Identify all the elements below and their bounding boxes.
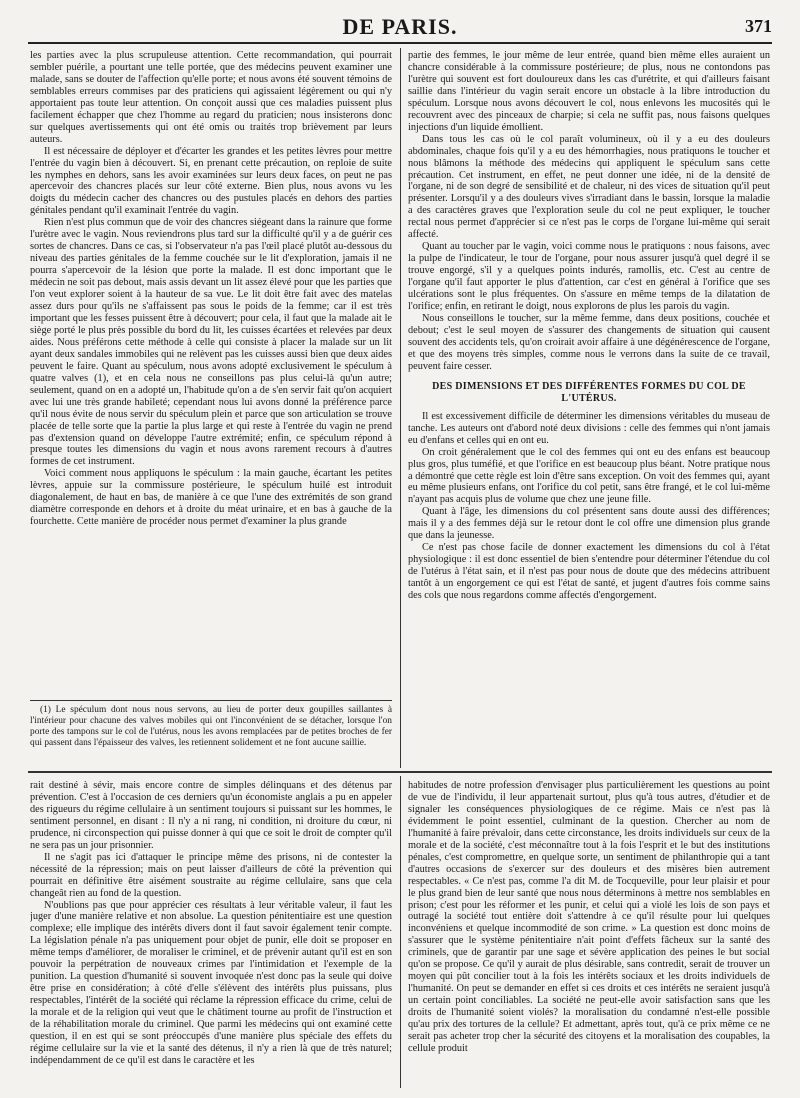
page-number: 371 xyxy=(745,16,772,36)
paragraph: Ce n'est pas chose facile de donner exactement les dimensions du col à l'état physiologique : il est donc essentiel de bien s'entendre pour déterminer l'étendue du col de l'utérus à l'état sain, et il n'est pas pour nous de doute que des médecins attribuent tantôt à un engorgement ce qui est l'état de santé, et jugent d'autres fois comme sains des cols que nous regardons comme affectés d'engorgement. xyxy=(408,542,770,602)
section-divider xyxy=(28,771,772,773)
paragraph: N'oublions pas que pour apprécier ces résultats à leur véritable valeur, il faut les juger d'une manière relative et non absolue. La question pénitentiaire est une question complexe; elle implique des intérêts divers dont il faut savoir également tenir compte. La législation pénale n'a pas uniquement pour objet de punir, elle doit se proposer en même temps d'améliorer, de moraliser le criminel, et de prévenir autant qu'il est en son pouvoir la perpétration de nouveaux crimes par l'intimidation et l'exemple de la punition. La question d'humanité si souvent invoquée n'est donc pas la seule qui doive être prise en considération; à côté d'elle s'élèvent des intérêts plus puissans, plus respectables, l'intérêt de la société qui réclame la répression efficace du crime, celui de la morale et de la religion qui veut que le châtiment tourne au profit de l'instruction et de la réhabilitation morale du criminel. Que parmi les médecins qui ont examiné cette question, il en est qui se sont préoccupés d'une manière plus spéciale des effets du régime cellulaire sur la vie et la santé des détenus, il n'y a rien là que de très naturel; indépendamment de ce qu'il est dans le caractère et les xyxy=(30,899,392,1066)
paragraph: Rien n'est plus commun que de voir des chancres siégeant dans la rainure que forme l'urètre avec le vagin. Nous reviendrons plus tard sur la difficulté qu'il y a de guérir ces sortes de chancres. Dans ce cas, si l'observateur n'a pas l'œil placé plutôt au-dessous du niveau des parties génitales de la femme couchée sur le lit d'exploration, jamais il ne pourra s'apercevoir de la lésion que porte la malade. Il est donc important que le médecin ne soit pas debout, mais assis devant un lit assez élevé pour que les parties que l'on veut explorer soient à la hauteur de sa vue. Le lit doit être fait avec des matelas assez durs pour qu'ils ne s'affaissent pas sous le poids de la femme; car il est très important que les fesses puissent être à découvert; pour cela, il faut que la malade ait le siège porté le plus près possible du bord du lit, les cuisses écartées et relevées par deux aides. Nous préférons cette méthode à celle qui consiste à placer la malade sur un lit ayant deux sandales immobiles qui ne relèvent pas les cuisses aussi bien que deux aides peuvent le faire. Quant au spéculum, nous avons adopté exclusivement le spéculum à quatre valves (1), et en cela nous ne conseillons pas plus celui-là qu'un autre; seulement, quand on en a adopté un, l'habitude qu'on a de s'en servir fait qu'on acquiert avec lui une très grande habileté; cependant nous lui avons donné la préférence parce qu'il nous évite de nous servir du spéculum plein et parce que son articulation se trouve placée de telle sorte que la partie la plus large et qui reste à l'entrée du vagin ne prend pas d'extension quand on développe l'autre extrémité; enfin, ce spéculum répond à presque toutes les dimensions du vagin et nous avons rarement recours à d'autres formes de cet instrument. xyxy=(30,217,392,468)
lower-right-column xyxy=(408,780,770,1090)
lower-left-column xyxy=(30,780,392,1090)
upper-right-column xyxy=(408,50,770,768)
paragraph: Dans tous les cas où le col paraît volumineux, où il y a eu des douleurs abdominales, chaque fois qu'il y a eu des hémorrhagies, nous pratiquons le toucher et nous blâmons la méthode des médecins qui appliquent le spéculum sans cette précaution. Cet instrument, en effet, ne peut donner une idée, ni de la densité de l'organe, ni de son degré de sensibilité et de chaleur, ni des vices de situation qu'il peut présenter. Lorsqu'il y a des douleurs vives s'irradiant dans le bassin, lorsque la maladie a des caractères graves que l'exploration seule du col ne peut expliquer, le toucher rectal nous permet d'apprécier si ce n'est pas le corps de l'organe lui-même qui serait affecté. xyxy=(408,133,770,241)
footnote xyxy=(30,705,392,767)
page-header xyxy=(28,14,772,44)
page-title: DE PARIS. xyxy=(342,14,458,39)
section-heading: DES DIMENSIONS ET DES DIFFÉRENTES FORMES DU COL DE L'UTÉRUS. xyxy=(432,380,746,404)
paragraph: rait destiné à sévir, mais encore contre de simples délinquans et des détenus par prévention. C'est à l'occasion de ces derniers qu'un économiste anglais a pu en appeler des rigueurs du régime cellulaire à un sentiment toujours si puissant sur les hommes, le sentiment personnel, en disant : Il n'y a ni rang, ni condition, ni droiture du cœur, ni prudence, ni circonspection qui puisse donner à qui que ce soit le droit de compter qu'il ne sera pas un jour prisonnier. xyxy=(30,780,392,851)
upper-left-column xyxy=(30,50,392,696)
footnote-text: (1) Le spéculum dont nous nous servons, au lieu de porter deux goupilles saillantes à l'intérieur pour chacune des valves mobiles qui ont l'inconvénient de se détacher, lorsque l'on porte des tampons sur le col de l'utérus, nous les avons remplacées par de petites broches de fer qui passent dans l'épaisseur des valves, les retiennent solidement et ne font aucune saillie. xyxy=(30,705,392,748)
paragraph: Quant à l'âge, les dimensions du col présentent sans doute aussi des différences; mais il y a des femmes déjà sur le retour dont le col offre une dimension plus grande que dans la jeunesse. xyxy=(408,506,770,542)
paragraph: On croit généralement que le col des femmes qui ont eu des enfans est beaucoup plus gros, plus tuméfié, et que l'orifice en est beaucoup plus béant. Notre pratique nous a démontré que cette règle est loin d'être sans exception. On voit des femmes qui, ayant eu même plusieurs enfans, ont l'orifice du col petit, sans être frangé, et le col lui-même n'ayant pas acquis plus de volume que chez une jeune fille. xyxy=(408,446,770,506)
paragraph: Il est nécessaire de déployer et d'écarter les grandes et les petites lèvres pour mettre l'entrée du vagin bien à découvert. Si, en prenant cette précaution, on reploie de suite les nymphes en dehors, sans les avoir examinées sur leurs deux faces, on peut ne pas apercevoir des chancres placés sur leur côté externe. Bien plus, nous avons vu les doigts du médecin cacher des chancres ou des pustules placés en dehors des parties génitales pendant qu'il examinait l'entrée du vagin. xyxy=(30,145,392,217)
paragraph: partie des femmes, le jour même de leur entrée, quand bien même elles auraient un chancre considérable à la commissure postérieure; de plus, nous ne contondons pas l'urètre qui souvent est fort douloureux dans les cas d'urétrite, et qui d'ailleurs faisant saillie dans l'intérieur du vagin serait encore un obstacle à la libre introduction du spéculum. Lorsque nous avons découvert le col, nous enlevons les mucosités qui le recouvrent avec des pinceaux de charpie; si cela ne suffit pas, nous faisons quelques injections d'un liquide émollient. xyxy=(408,50,770,133)
paragraph: Voici comment nous appliquons le spéculum : la main gauche, écartant les petites lèvres, appuie sur la commissure postérieure, le spéculum huilé est introduit diagonalement, de haut en bas, de manière à ce que l'une des extrémités de son grand diamètre corresponde en dehors et à droite du méat urinaire, et en bas à gauche de la fourchette. Cette manière de procéder nous permet d'examiner la plus grande xyxy=(30,468,392,528)
lower-column-divider xyxy=(400,776,401,1088)
paragraph: les parties avec la plus scrupuleuse attention. Cette recommandation, qui pourrait sembler puérile, a pourtant une telle portée, que des médecins peuvent examiner une malade, sans se douter de l'affection qu'elle porte; et nous avons été souvent témoins de semblables erreurs commises par des praticiens qui agissaient légèrement ou qui n'y apportaient pas toute leur attention. On conçoit aussi que ces maladies puissent plus facilement échapper que chez l'homme au regard du praticien; nous insisterons donc sur quelques avertissements qui ont été omis ou traités trop brièvement par leurs auteurs. xyxy=(30,50,392,145)
upper-column-divider xyxy=(400,48,401,768)
paragraph: habitudes de notre profession d'envisager plus particulièrement les questions au point de vue de l'individu, il leur appartenait surtout, plus qu'à tous autres, d'étudier et de signaler les conséquences physiologiques de ce régime. Mais ce n'est pas là évidemment le point essentiel, culminant de la question. Chercher au nom de l'humanité à faire prévaloir, dans cette circonstance, les droits individuels sur ceux de la morale et de la société, c'est méconnaître tout à la fois l'esprit et le but des institutions pénales, c'est compromettre, en quelque sorte, un sentiment de philanthropie qui a tant d'autres occasions de s'exercer sur des douleurs et des misères bien autrement respectables. « Ce n'est pas, comme l'a dit M. de Tocqueville, pour leur plaisir et pour le plus grand bien de leur santé que nous nous déterminons à mettre nos semblables en prison; c'est pour les réformer et les punir, et celui qui a violé les lois de son pays et outragé la société tout entière doit s'attendre à ce qu'il résulte pour lui quelques inconvéniens et quelque incommodité de son crime. » La question est donc moins de s'assurer que le système pénitentiaire n'ait point d'effets fâcheux sur la santé des criminels, que de garantir par une sage et sévère application des peines le but social qu'on se propose. Ce qu'il y aurait de plus désirable, sans contredit, serait de trouver un moyen qui pût concilier tout à la fois les intérêts sociaux et les droits individuels de l'humanité. On peut se demander en effet si ces droits et ces intérêts ne seraient jusqu'à un certain point conciliables. La société ne peut-elle avoir satisfaction sans que les droits de l'humanité soient violés? la moralisation du condamné n'est-elle possible qu'au prix des tortures de la cellule? Et admettant, après tout, qu'à ce prix même ce ne serait pas acheter trop cher la sécurité des citoyens et la moralisation des coupables, la cellule produit xyxy=(408,780,770,1054)
paragraph: Nous conseillons le toucher, sur la même femme, dans deux positions, couchée et debout; c'est le seul moyen de s'assurer des changements de situation qui causent souvent des accidents tels, qu'on croirait avoir affaire à une dégénérescence de l'organe, et que des moyens très simples, comme nous le verrons dans la suite de ce travail, peuvent faire cesser. xyxy=(408,312,770,372)
paragraph: Il ne s'agit pas ici d'attaquer le principe même des prisons, ni de contester la nécessité de la répression; mais on peut laisser d'ailleurs de côté la prévention qui pourrait en définitive être aisément soustraite au régime cellulaire, sans que cela changeât rien au fond de la question. xyxy=(30,851,392,899)
footnote-divider xyxy=(30,700,392,701)
paragraph: Il est excessivement difficile de déterminer les dimensions véritables du museau de tanche. Les auteurs ont d'abord noté deux divisions : celle des femmes qui n'ont jamais eu d'enfans et celles qui en ont eu. xyxy=(408,410,770,446)
paragraph: Quant au toucher par le vagin, voici comme nous le pratiquons : nous faisons, avec la pulpe de l'indicateur, le tour de l'organe, pour nous assurer jusqu'à quel degré il se trouve engorgé, s'il y a quelques points indurés, ramollis, etc. C'est au centre de l'organe qu'il faut apporter le plus d'attention, car c'est en général à l'orifice que ses ulcérations sont le plus fréquentes. On s'assure en même temps de la dilatation de l'orifice; enfin, en retirant le doigt, nous explorons de plus les parois du vagin. xyxy=(408,241,770,313)
